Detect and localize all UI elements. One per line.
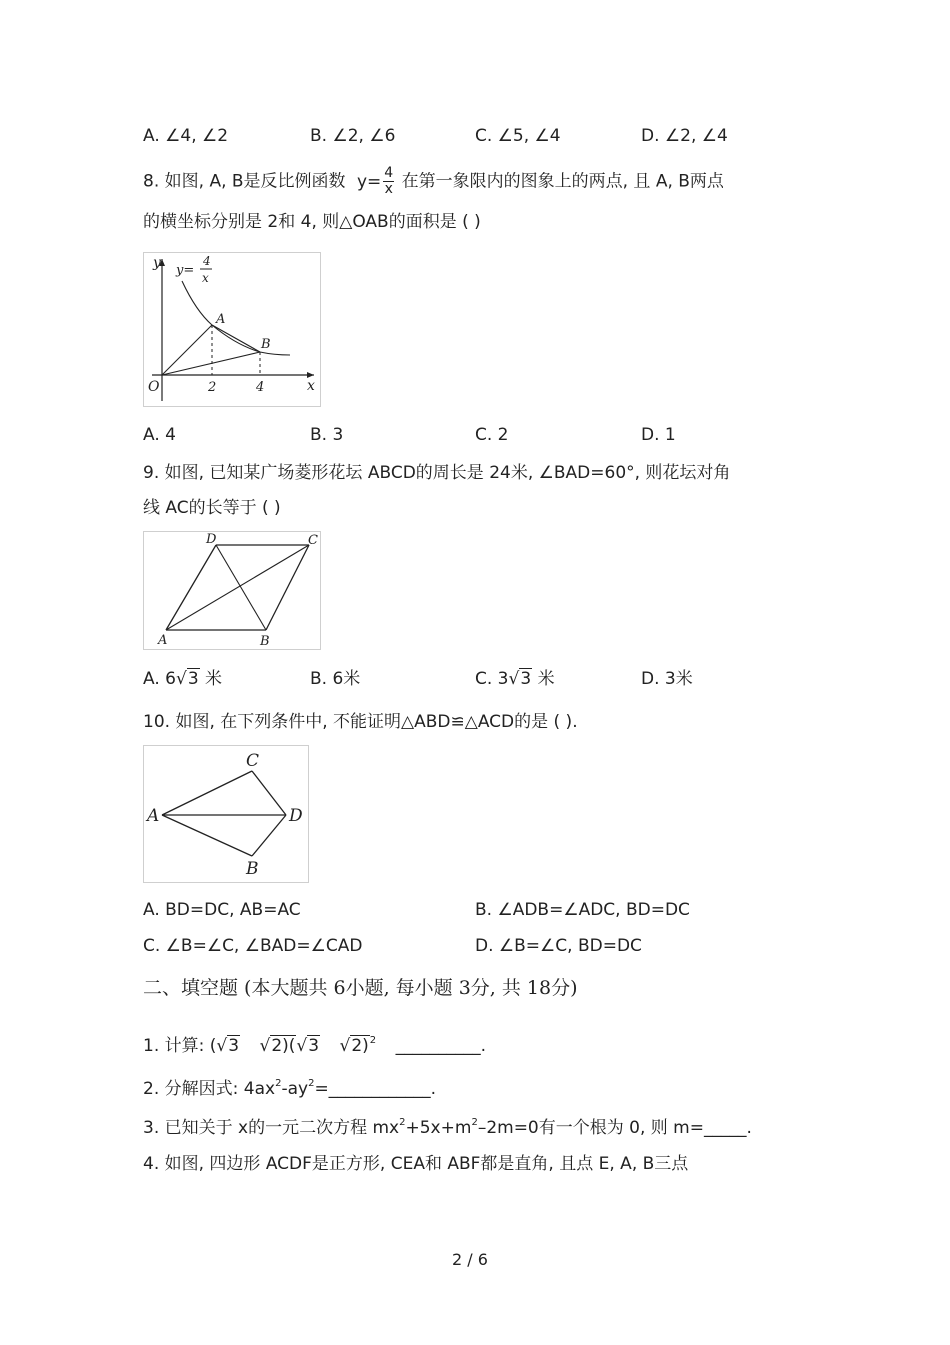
- segment-OA: [162, 325, 212, 375]
- q9-option-c-unit: 米: [537, 669, 555, 689]
- q8-option-b: B. 3: [310, 425, 344, 445]
- q9-option-b: B. 6米: [310, 669, 361, 689]
- fill-q1-sqrt1: √3: [216, 1036, 240, 1056]
- page-number: 2 / 6: [452, 1250, 488, 1269]
- fill-q1-sqrt4: √2): [339, 1036, 369, 1056]
- label-C: C: [246, 751, 260, 771]
- tick-4: 4: [256, 380, 265, 395]
- fill-q2-exp2: 2: [308, 1078, 315, 1089]
- q10-kite: [144, 746, 308, 882]
- side-BD: [252, 815, 286, 856]
- q9-option-a-sqrt: √3: [175, 669, 199, 689]
- q8-line2: 的横坐标分别是 2和 4, 则△OAB的面积是 ( ): [143, 212, 481, 232]
- q8-function-fraction: [383, 166, 394, 197]
- q8-function-y: y=: [356, 171, 382, 192]
- fill-q1-radicand3: 3: [308, 1036, 320, 1056]
- fill-q1-sqrt3: √3: [296, 1036, 320, 1056]
- hyperbola-curve: [182, 281, 290, 355]
- fill-q2-exp1: 2: [275, 1078, 282, 1089]
- q9-figure: [143, 531, 321, 650]
- label-D: D: [206, 532, 217, 547]
- q8-text-pre: 如图, A, B是反比例函数: [164, 171, 346, 192]
- label-eq-num: 4: [203, 254, 211, 268]
- q9-option-a-radicand: 3: [187, 669, 199, 689]
- label-B: B: [246, 859, 259, 879]
- fill-q4: 4. 如图, 四边形 ACDF是正方形, CEA和 ABF都是直角, 且点 E, A, B三点: [143, 1154, 689, 1174]
- fill-q1: [143, 1030, 486, 1057]
- label-eq: y=: [176, 263, 195, 278]
- label-C: C: [308, 533, 318, 548]
- q7-option-b: B. ∠2, ∠6: [310, 126, 396, 146]
- side-CD: [252, 771, 286, 815]
- q9-option-a-unit: 米: [205, 669, 223, 689]
- side-AB: [162, 815, 252, 856]
- label-x: x: [307, 378, 315, 394]
- label-O: O: [148, 379, 160, 395]
- fill-q2-post: =____________.: [314, 1079, 437, 1099]
- fill-q3-pre: 3. 已知关于 x的一元二次方程 mx: [143, 1118, 400, 1138]
- q8-option-c: C. 2: [475, 425, 509, 445]
- label-eq-den: x: [202, 271, 209, 285]
- q7-option-c: C. ∠5, ∠4: [475, 126, 561, 146]
- q9-option-c-coef: C. 3: [475, 669, 509, 689]
- q10-option-b: B. ∠ADB=∠ADC, BD=DC: [475, 900, 690, 920]
- q9-line1: 9. 如图, 已知某广场菱形花坛 ABCD的周长是 24米, ∠BAD=60°, 则花坛对角: [143, 463, 731, 483]
- fill-q3-post: –2m=0有一个根为 0, 则 m=_____.: [477, 1118, 752, 1138]
- fill-q3-exp2: 2: [471, 1117, 478, 1128]
- q10-option-d: D. ∠B=∠C, BD=DC: [475, 936, 642, 956]
- label-B: B: [261, 337, 271, 352]
- q10-line1: 10. 如图, 在下列条件中, 不能证明△ABD≌△ACD的是 ( ).: [143, 712, 578, 732]
- label-y: y: [153, 255, 161, 271]
- q9-option-a-coef: A. 6: [143, 669, 176, 689]
- fill-q3: [143, 1112, 752, 1139]
- side-AC: [162, 771, 252, 815]
- q10-option-a: A. BD=DC, AB=AC: [143, 900, 301, 920]
- tick-2: 2: [208, 380, 217, 395]
- segment-OB: [162, 352, 260, 375]
- label-D: D: [289, 806, 303, 826]
- fill-q3-exp1: 2: [399, 1117, 406, 1128]
- diagonal-BD: [216, 545, 266, 630]
- label-A: A: [158, 633, 168, 648]
- q10-option-c: C. ∠B=∠C, ∠BAD=∠CAD: [143, 936, 363, 956]
- fill-q2-mid: -ay: [281, 1079, 309, 1099]
- q8-fraction-denominator: x: [384, 181, 393, 197]
- fill-q1-radicand4: 2): [351, 1036, 369, 1056]
- q9-option-c-radicand: 3: [520, 669, 532, 689]
- q8-graph: [144, 253, 320, 406]
- side-AD: [166, 545, 216, 630]
- label-B: B: [260, 634, 270, 649]
- q8-fraction-numerator: 4: [384, 165, 394, 181]
- fill-q3-mid: +5x+m: [405, 1118, 472, 1138]
- q8-option-a: A. 4: [143, 425, 176, 445]
- fill-q1-pre: 1. 计算: (: [143, 1036, 217, 1056]
- q9-option-a: [143, 668, 222, 690]
- q9-option-d: D. 3米: [641, 669, 693, 689]
- segment-AB: [212, 325, 260, 352]
- q9-line2: 线 AC的长等于 ( ): [143, 498, 281, 518]
- label-A: A: [147, 806, 160, 826]
- section2-heading: 二、填空题 (本大题共 6小题, 每小题 3分, 共 18分): [143, 977, 578, 999]
- q8-figure: [143, 252, 321, 407]
- label-A: A: [216, 312, 226, 327]
- fill-q2: [143, 1073, 436, 1100]
- q9-option-c: [475, 668, 555, 690]
- q8-option-d: D. 1: [641, 425, 676, 445]
- q9-option-c-sqrt: √3: [508, 669, 532, 689]
- q8-number: 8.: [143, 171, 160, 192]
- fill-q1-blank: __________.: [395, 1036, 486, 1056]
- q7-option-d: D. ∠2, ∠4: [641, 126, 728, 146]
- q8-line1: [143, 166, 724, 197]
- fill-q1-radicand2: 2)(: [271, 1036, 296, 1056]
- fill-q2-pre: 2. 分解因式: 4ax: [143, 1079, 276, 1099]
- q10-figure: [143, 745, 309, 883]
- q9-rhombus: [144, 532, 320, 649]
- fill-q1-radicand1: 3: [228, 1036, 240, 1056]
- fill-q1-sqrt2: √2)(: [259, 1036, 296, 1056]
- q8-text-post: 在第一象限内的图象上的两点, 且 A, B两点: [401, 171, 724, 192]
- fill-q1-exponent: 2: [369, 1035, 377, 1046]
- q7-option-a: A. ∠4, ∠2: [143, 126, 229, 146]
